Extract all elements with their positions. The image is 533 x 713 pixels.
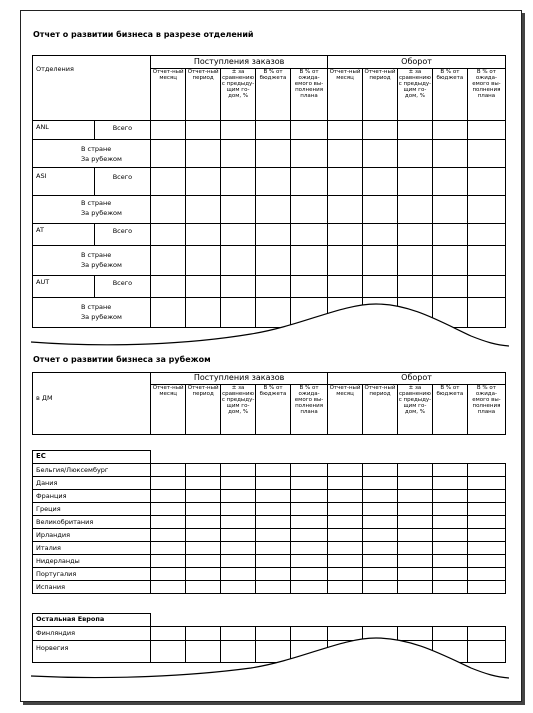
turnover-group-header: Оборот [328,56,506,69]
section2-title: Отчет о развитии бизнеса за рубежом [33,355,211,364]
division-row: ASI Всего [33,168,506,196]
column-subheaders: Отчет-ный месяц Отчет-ный период ± за сравнению с предыду-щим го-дом, % В % от бюджета В % от ожида-емого вы-полнения плана Отчет-ный месяц Отчет-ный период ± за сравнению с предыду-щим го-дом, % В % от бюджета В % от ожида-емого вы-полнения плана [33,69,506,121]
torn-edge-wave-2 [31,632,509,682]
orders-group-header: Поступления заказов [151,56,328,69]
eu-countries-table: ЕС Бельгия/Люксембург Дания Франция Греция Великобритания Ирландия Италия Нидерланды Португалия Испания [32,450,506,594]
division-report-table: Отделения Поступления заказов Оборот Отчет-ный месяц Отчет-ный период ± за сравнению с предыду-щим го-дом, % В % от бюджета В % от ожида-емого вы-полнения плана Отчет-ный месяц Отчет-ный период ± за сравнению с предыду-щим го-дом, % В % от бюджета В % от ожида-емого вы-полнения плана ANL Всего В стране За рубежом ASI Всего В стране За рубежом AT Всего В стране За рубежом AUT Всего В стране За рубежом [32,55,506,328]
section1-title: Отчет о развитии бизнеса в разрезе отделений [33,30,254,39]
rest-europe-table: Остальная Европа Финляндия Норвегия [32,613,506,663]
torn-edge-wave [31,300,509,350]
division-row: ANL Всего [33,121,506,140]
division-row: AUT Всего [33,276,506,298]
eu-header: ЕС [33,451,151,464]
row-header: Отделения [33,56,151,121]
abroad-report-header-table: в ДМ Поступления заказов Оборот Отчет-ный месяц Отчет-ный период ± за сравнению с предыду-щим го-дом, % В % от бюджета В % от ожида-емого вы-полнения плана Отчет-ный месяц Отчет-ный период ± за сравнению с предыду-щим го-дом, % В % от бюджета В % от ожида-емого вы-полнения плана [32,372,506,435]
row-header-dm: в ДМ [33,373,151,435]
rest-europe-header: Остальная Европа [33,614,151,627]
division-row: AT Всего [33,224,506,246]
